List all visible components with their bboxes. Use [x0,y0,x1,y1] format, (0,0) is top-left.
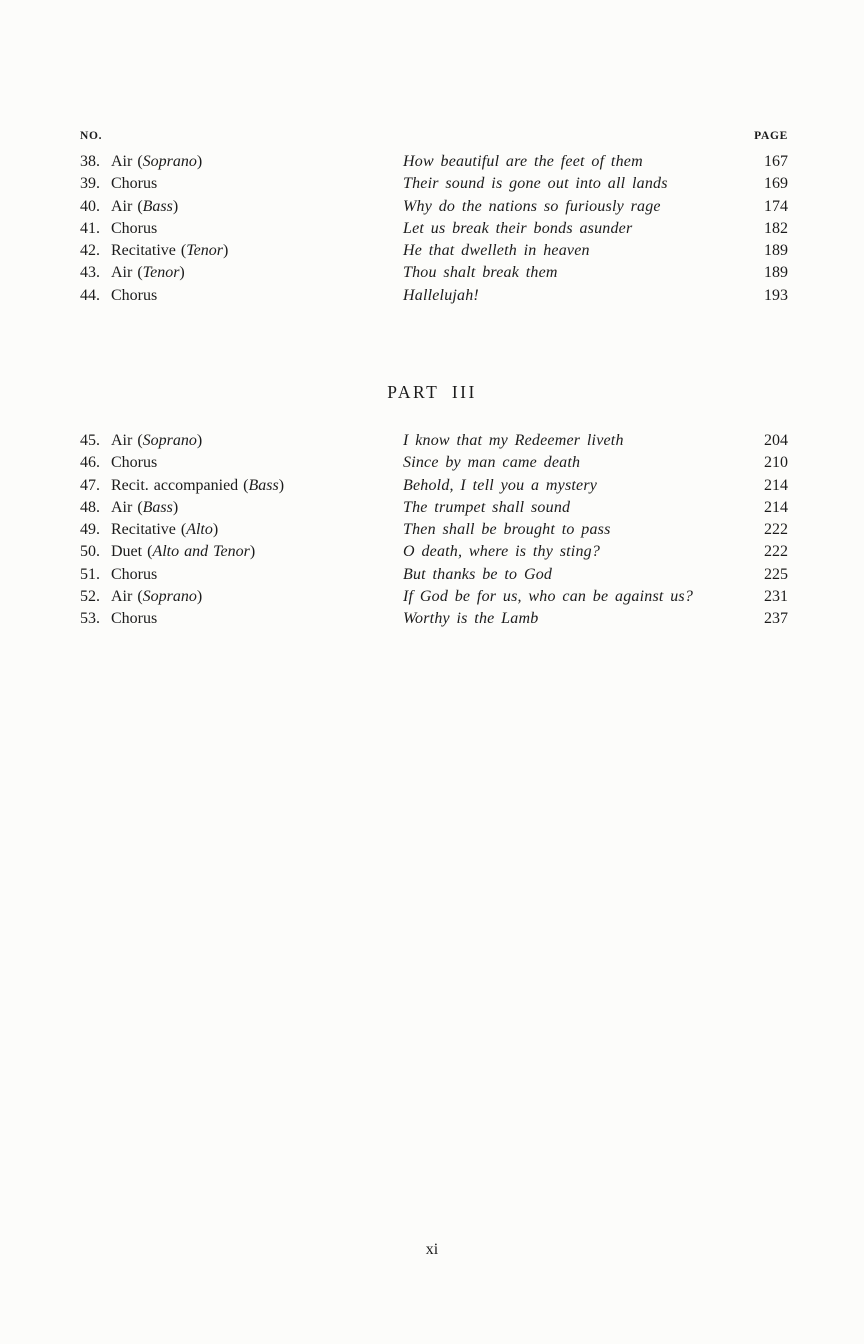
form-text: ) [196,588,203,606]
toc-row [80,151,788,173]
item-page-number: 189 [764,242,788,260]
item-number: 44. [80,286,100,304]
item-description [111,196,396,218]
item-page-number: 169 [764,175,788,193]
item-description [111,218,396,240]
item-title: If God be for us, who can be against us? [403,588,694,606]
item-title: Their sound is gone out into all lands [403,175,668,193]
item-page-number: 174 [764,197,788,215]
form-text: ) [196,432,203,449]
item-page-number: 214 [764,476,788,494]
item-description [111,430,396,452]
item-number: 38. [80,153,100,170]
voice-name: Soprano [142,432,197,449]
item-page-number: 182 [764,219,788,237]
form-text: Air ( [111,153,143,170]
item-title: I know that my Redeemer liveth [403,432,624,449]
toc-row [80,497,788,519]
item-page-number: 214 [764,498,788,516]
item-description [111,285,396,307]
form-text: Chorus [111,565,158,583]
item-page-number: 204 [764,432,788,449]
item-page-number: 222 [764,543,788,561]
voice-name: Bass [142,498,173,516]
voice-name: Soprano [142,153,197,170]
no-column-header: NO. [80,130,103,142]
form-text: ) [172,197,179,215]
item-number: 43. [80,264,100,282]
item-description [111,519,396,541]
form-text: Chorus [111,286,158,304]
part-heading: PART III [387,382,477,402]
item-page-number: 237 [764,610,788,628]
item-number: 41. [80,219,100,237]
voice-name: Soprano [142,588,197,606]
toc-section-part-2-end [80,151,788,307]
form-text: Air ( [111,498,143,516]
item-page-number: 167 [764,153,788,170]
item-description [111,240,396,262]
item-title: Thou shalt break them [403,264,558,282]
item-number: 46. [80,454,100,472]
item-number: 49. [80,521,100,539]
item-title: Then shall be brought to pass [403,521,611,539]
page-folio: xi [425,1241,439,1258]
voice-name: Tenor [186,242,223,260]
toc-row [80,564,788,586]
item-title: Worthy is the Lamb [403,610,539,628]
item-description [111,541,396,563]
form-text: Chorus [111,175,158,193]
form-text: Air ( [111,264,143,282]
item-number: 45. [80,432,100,449]
voice-name: Alto and Tenor [152,543,250,561]
item-page-number: 222 [764,521,788,539]
form-text: Chorus [111,610,158,628]
toc-row [80,196,788,218]
toc-row [80,475,788,497]
item-number: 51. [80,565,100,583]
item-number: 47. [80,476,100,494]
form-text: ) [179,264,185,282]
form-text: Chorus [111,454,158,472]
voice-name: Bass [248,476,279,494]
form-text: Duet ( [111,543,153,561]
form-text: ) [196,153,203,170]
form-text: ) [212,521,219,539]
item-title: Since by man came death [403,454,581,472]
item-number: 42. [80,242,100,260]
form-text: Recitative ( [111,521,187,539]
form-text: ) [172,498,179,516]
item-number: 50. [80,543,100,561]
toc-row [80,608,788,630]
item-page-number: 189 [764,264,788,282]
toc-row [80,173,788,195]
item-description [111,173,396,195]
toc-row [80,285,788,307]
form-text: Air ( [111,197,143,215]
voice-name: Tenor [142,264,180,282]
toc-section-part-3 [80,430,788,631]
form-text: Chorus [111,219,158,237]
item-title: But thanks be to God [403,565,553,583]
item-page-number: 193 [764,286,788,304]
item-title: Hallelujah! [403,286,479,304]
toc-row [80,452,788,474]
item-description [111,586,396,608]
item-page-number: 225 [764,565,788,583]
form-text: ) [249,543,256,561]
toc-row [80,218,788,240]
item-title: He that dwelleth in heaven [403,242,590,260]
page-column-header: PAGE [754,130,788,142]
voice-name: Bass [142,197,173,215]
toc-row [80,240,788,262]
item-number: 52. [80,588,100,606]
item-description [111,151,396,173]
item-title: Why do the nations so furiously rage [403,197,661,215]
item-description [111,608,396,630]
item-title: Behold, I tell you a mystery [403,476,598,494]
form-text: Recit. accompanied ( [111,476,249,494]
item-title: O death, where is thy sting? [403,543,601,561]
toc-row [80,519,788,541]
toc-row [80,541,788,563]
item-description [111,262,396,284]
toc-row [80,586,788,608]
item-title: Let us break their bonds asunder [403,219,633,237]
form-text: ) [222,242,229,260]
item-number: 53. [80,610,100,628]
voice-name: Alto [186,521,213,539]
item-title: The trumpet shall sound [403,498,571,516]
form-text: Air ( [111,432,143,449]
item-title: How beautiful are the feet of them [403,153,643,170]
form-text: Air ( [111,588,143,606]
item-page-number: 210 [764,454,788,472]
form-text: ) [278,476,285,494]
item-number: 40. [80,197,100,215]
form-text: Recitative ( [111,242,187,260]
toc-row [80,262,788,284]
item-number: 48. [80,498,100,516]
item-description [111,475,396,497]
item-description [111,452,396,474]
item-number: 39. [80,175,100,193]
item-description [111,564,396,586]
item-page-number: 231 [764,588,788,606]
toc-row [80,430,788,452]
column-headers [80,129,788,143]
item-description [111,497,396,519]
